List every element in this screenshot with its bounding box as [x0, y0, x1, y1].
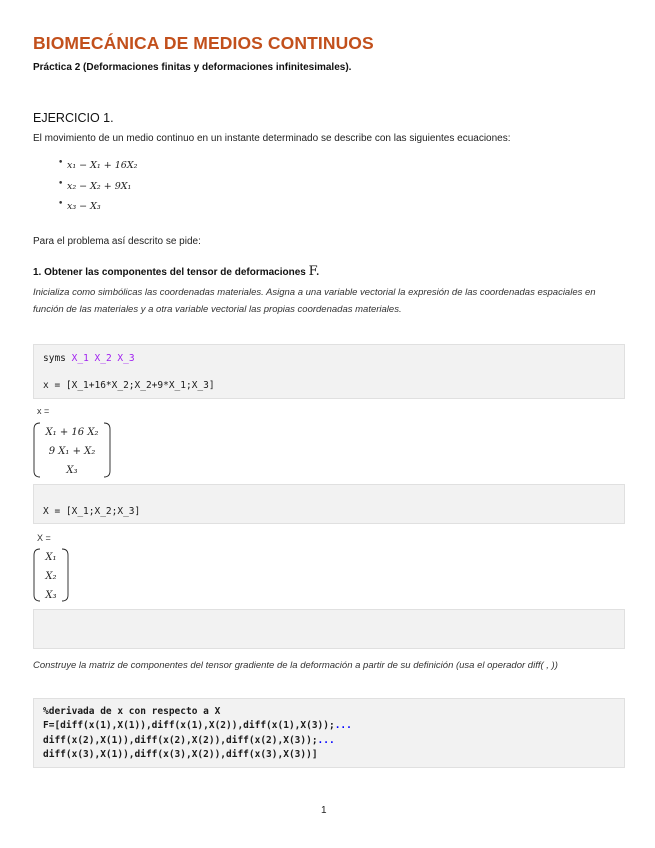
code-comment: %derivada de x con respecto a X [43, 706, 221, 717]
line-continuation: ... [334, 720, 352, 731]
right-paren [62, 549, 68, 601]
matrix-entry: 9 X₁ + X₂ [48, 446, 96, 457]
output-matrix-X [33, 547, 73, 603]
code-block-1[interactable] [33, 344, 625, 399]
document-subtitle: Práctica 2 (Deformaciones finitas y deformaciones infinitesimales). [33, 62, 352, 73]
asks-paragraph: Para el problema así descrito se pide: [33, 236, 201, 247]
matrix-entry: X₁ + 16 X₂ [45, 427, 99, 438]
document-title: BIOMECÁNICA DE MEDIOS CONTINUOS [33, 33, 374, 53]
syms-keyword: syms [43, 353, 66, 364]
equation-item: • x₂ − X₂ + 9X₁ [59, 181, 137, 202]
code-block-2[interactable] [33, 484, 625, 524]
equation-item: • x₃ − X₃ [59, 201, 137, 222]
code-line-syms [43, 353, 135, 364]
matrix-entry: X₃ [66, 465, 78, 476]
syms-arguments: X_1 X_2 X_3 [71, 353, 135, 364]
exercise-heading: EJERCICIO 1. [33, 111, 114, 125]
code-block-empty[interactable] [33, 609, 625, 649]
left-paren [34, 549, 40, 601]
code-line-F3: diff(x(3),X(1)),diff(x(3),X(2)),diff(x(3),X(3))] [43, 749, 318, 760]
matrix-entry: X₂ [45, 571, 57, 582]
output-var-X: X = [37, 533, 51, 543]
tensor-symbol: F. [308, 264, 320, 279]
line-continuation: ... [317, 735, 335, 746]
equation-item: • x₁ − X₁ + 16X₂ [59, 160, 137, 181]
intro-paragraph: El movimiento de un medio continuo en un instante determinado se describe con las siguientes ecuaciones: [33, 133, 511, 144]
code-text: F=[diff(x(1),X(1)),diff(x(1),X(2)),diff(x(1),X(3)); [43, 720, 335, 731]
instruction-note-2: Construye la matriz de componentes del tensor gradiente de la deformación a partir de su definición (usa el operador diff( , )) [33, 660, 558, 671]
output-matrix-x [33, 421, 113, 479]
page-number: 1 [321, 805, 327, 816]
matrix-entry: X₁ [45, 552, 57, 563]
code-text: diff(x(2),X(1)),diff(x(2),X(2)),diff(x(2),X(3)); [43, 735, 318, 746]
matrix-x-svg [33, 421, 113, 479]
output-var-x: x = [37, 406, 50, 416]
code-line-X: X = [X_1;X_2;X_3] [43, 506, 141, 517]
equation-list [59, 160, 137, 222]
code-line-x: x = [X_1+16*X_2;X_2+9*X_1;X_3] [43, 380, 215, 391]
matrix-entry: X₃ [45, 590, 57, 601]
code-line-F1 [43, 720, 352, 731]
question-1 [33, 264, 320, 279]
instruction-note-1: Inicializa como simbólicas las coordenadas materiales. Asigna a una variable vectorial la expresión de las coordenadas espaciales en función de las materiales y a otra variable vectorial las propias coordenadas materiales. [33, 287, 596, 315]
code-line-F2 [43, 735, 335, 746]
code-block-4[interactable] [33, 698, 625, 768]
question-1-text: 1. Obtener las componentes del tensor de deformaciones [33, 267, 306, 278]
left-paren [34, 423, 40, 477]
right-paren [104, 423, 110, 477]
matrix-X-svg [33, 547, 73, 603]
